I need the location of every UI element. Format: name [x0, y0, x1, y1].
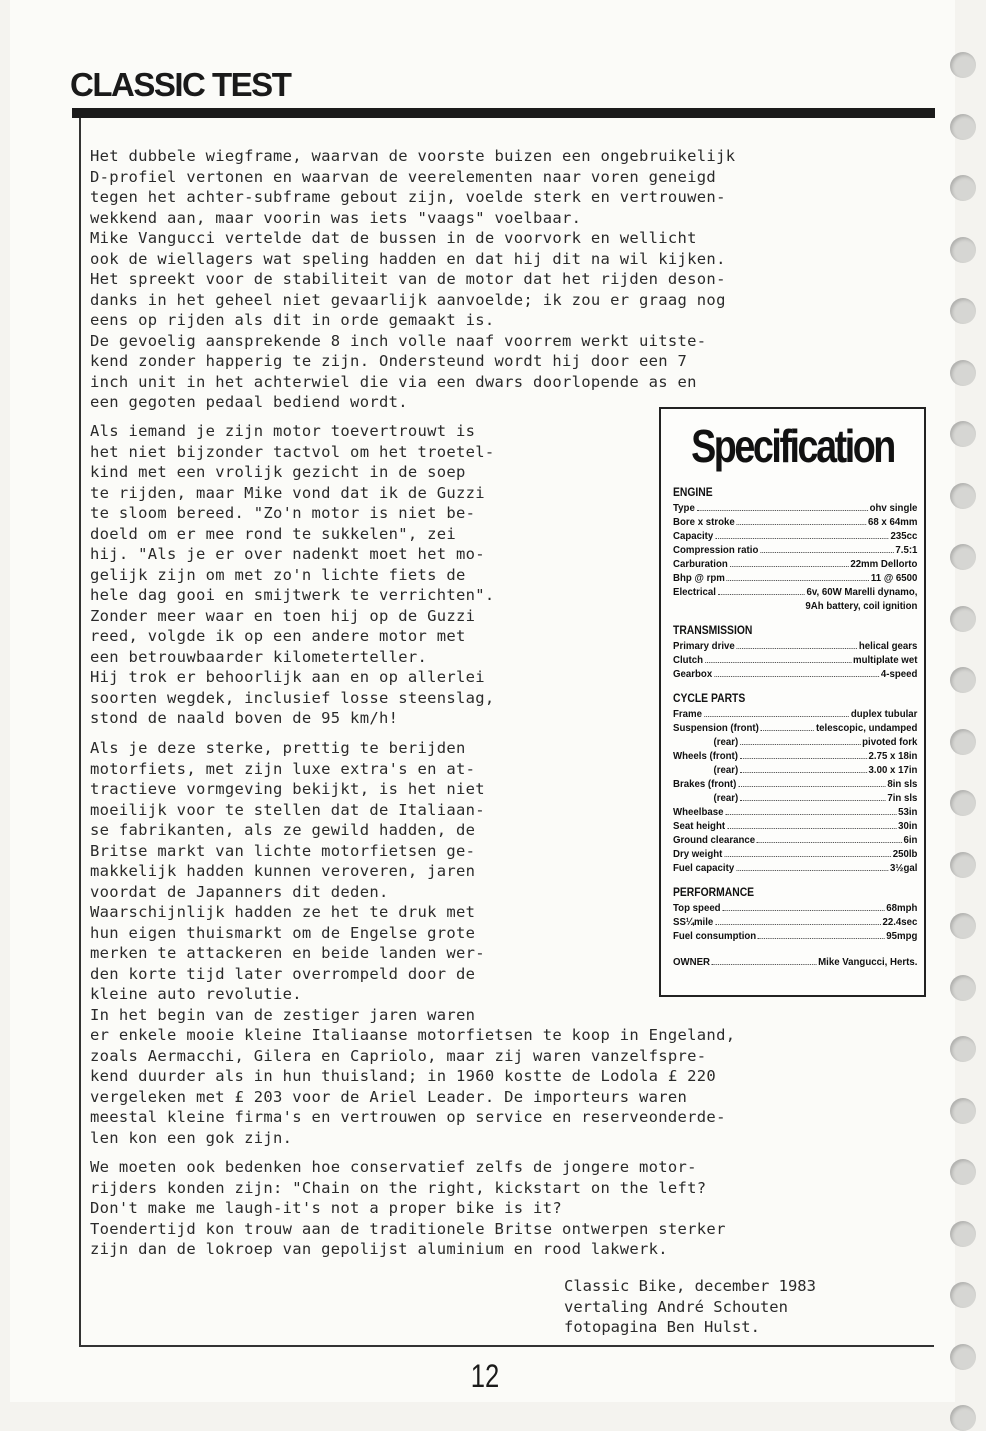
spec-value: 7in sls — [887, 792, 918, 804]
spec-row — [673, 599, 917, 613]
binder-hole — [950, 1036, 976, 1062]
binder-hole — [950, 421, 976, 447]
binder-hole — [950, 1405, 976, 1431]
binder-hole — [950, 52, 976, 78]
spec-leader-dots — [740, 749, 867, 759]
spec-leader-dots — [757, 833, 902, 843]
spec-leader-dots — [737, 639, 857, 649]
binder-hole — [950, 483, 976, 509]
spec-label: Bhp @ rpm — [673, 572, 725, 584]
spec-row — [673, 777, 917, 791]
spec-row — [673, 749, 917, 763]
spec-label: Seat height — [673, 820, 726, 832]
spec-label: Ground clearance — [673, 834, 756, 846]
spec-value: 3½gal — [890, 862, 918, 874]
spec-value: Mike Vangucci, Herts. — [818, 956, 918, 968]
paragraph-4: We moeten ook bedenken hoe conservatief zelfs de jongere motor- rijders konden zijn: "Chain on the right, kickstart on the left? Don't make me laugh-it's not a proper bike is it? Toendertijd kon trouw aan de traditionele Britse ontwerpen sterker zijn dan de lokroep van gepolijst aluminium en rood lakwerk. — [90, 1158, 726, 1258]
specification-table — [673, 487, 919, 969]
spec-value: 7.5:1 — [895, 544, 918, 556]
spec-label: (rear) — [713, 736, 739, 748]
spec-label: Fuel consumption — [673, 930, 757, 942]
spec-row — [673, 735, 917, 749]
spec-value: 68mph — [886, 902, 918, 914]
spec-label: Capacity — [673, 530, 714, 542]
spec-label: Compression ratio — [673, 544, 759, 556]
spec-label: Dry weight — [673, 848, 723, 860]
spec-leader-dots — [736, 861, 888, 871]
spec-value: 250lb — [892, 848, 918, 860]
spec-label: Fuel capacity — [673, 862, 735, 874]
spec-row — [673, 861, 917, 875]
page-sheet — [10, 0, 955, 1402]
spec-row — [673, 833, 917, 847]
credits: Classic Bike, december 1983 vertaling André Schouten fotopagina Ben Hulst. — [564, 1277, 816, 1336]
spec-value: 235cc — [890, 530, 918, 542]
specification-box — [659, 407, 926, 997]
spec-row — [673, 529, 917, 543]
spec-label: Brakes (front) — [673, 778, 737, 790]
spec-value: 95mpg — [886, 930, 918, 942]
spec-label: Top speed — [673, 902, 721, 914]
spec-leader-dots — [758, 929, 884, 939]
binder-hole — [950, 1098, 976, 1124]
spec-value: duplex tubular — [850, 708, 918, 720]
spec-label: Carburation — [673, 558, 728, 570]
spec-leader-dots — [727, 571, 869, 581]
spec-leader-dots — [740, 735, 860, 745]
spec-row — [673, 639, 917, 653]
spec-leader-dots — [697, 501, 868, 511]
binder-hole — [950, 360, 976, 386]
spec-leader-dots — [722, 901, 884, 911]
spec-row — [673, 585, 917, 599]
paragraph-2: Als iemand je zijn motor toevertrouwt is het niet bijzonder tactvol om het troetel- kind met een vrolijk gezicht in de soep te rijden, maar Mike vond dat ik de Guzzi te sloom bereed. "Zo'n motor is niet be- doeld om er mee rond te sukkelen", zei hij. "Als je er over nadenkt moet het mo- gelijk zijn om met zo'n lichte fiets de hele dag gooi en smijtwerk te verrichten". Zonder meer waar en toen hij op de Guzzi reed, volgde ik op een andere motor met een betrouwbaarder kilometerteller. Hij trok er behoorlijk aan en op allerlei soorten wegdek, inclusief losse steenslag, stond de naald boven de 95 km/h! — [90, 422, 495, 727]
spec-value: 9Ah battery, coil ignition — [805, 600, 918, 612]
spec-section-heading: ENGINE — [673, 487, 713, 499]
spec-label: (rear) — [713, 792, 739, 804]
spec-label: Suspension (front) — [673, 722, 759, 734]
binder-hole — [950, 237, 976, 263]
spec-label: SS¼mile — [673, 916, 714, 928]
spec-leader-dots — [730, 557, 849, 567]
spec-leader-dots — [705, 653, 851, 663]
spec-leader-dots — [737, 515, 867, 525]
spec-leader-dots — [740, 791, 885, 801]
spec-value: pivoted fork — [862, 736, 918, 748]
spec-value: ohv single — [869, 502, 918, 514]
binder-hole — [950, 1282, 976, 1308]
spec-row — [673, 653, 917, 667]
spec-label: Frame — [673, 708, 702, 720]
spec-row — [673, 929, 917, 943]
spec-leader-dots — [712, 955, 816, 965]
spec-label: Electrical — [673, 586, 716, 598]
binder-hole — [950, 975, 976, 1001]
spec-row — [673, 791, 917, 805]
spec-label: OWNER — [673, 956, 711, 968]
spec-row — [673, 667, 917, 681]
spec-leader-dots — [727, 819, 896, 829]
paragraph-3: Als je deze sterke, prettig te berijden motorfiets, met zijn luxe extra's en at- tractieve vormgeving bekijkt, is het niet moeilijk voor te stellen dat de Italiaan- se fabrikanten, als ze gewild hadden, de Britse markt van lichte motorfietsen ge- makkelijk hadden kunnen veroveren, jaren voordat de Japanners dit deden. Waarschijnlijk hadden ze het te druk met hun eigen thuismarkt om de Engelse grote merken te attackeren en beide landen wer- den korte tijd later overrompeld door de kleine auto revolutie. In het begin van de zestiger jaren waren — [90, 739, 485, 1024]
spec-value: 22.4sec — [882, 916, 918, 928]
spec-value: telescopic, undamped — [815, 722, 918, 734]
spec-spacer — [673, 943, 919, 955]
spec-row — [673, 819, 917, 833]
specification-title: Specification — [691, 420, 894, 472]
spec-row — [673, 501, 917, 515]
binder-hole — [950, 175, 976, 201]
spec-label: Gearbox — [673, 668, 713, 680]
paragraph-1: Het dubbele wiegframe, waarvan de voorste buizen een ongebruikelijk D-profiel vertonen en waarvan de veerelementen naar voren geneigd tegen het achter-subframe gebout zijn, voelde sterk en vertrouwen- wekkend aan, maar voorin was iets "vaags" voelbaar. Mike Vangucci vertelde dat de bussen in de voorvork en wellicht ook de wiellagers wat speling hadden en dat hij dit na wil kijken. Het spreekt voor de stabiliteit van de motor dat het rijden deson- danks in het geheel niet gevaarlijk aanvoelde; ik zou er graag nog eens op rijden als dit in orde gemaakt is. De gevoelig aansprekende 8 inch volle naaf voorrem werkt uitste- kend zonder happerig te zijn. Ondersteund wordt hij door een 7 inch unit in het achterwiel die via een dwars doorlopende as en een gegoten pedaal bediend wordt. — [90, 147, 736, 411]
binder-hole — [950, 729, 976, 755]
spec-leader-dots — [738, 777, 885, 787]
binder-hole — [950, 298, 976, 324]
spec-leader-dots — [761, 721, 814, 731]
spec-leader-dots — [718, 585, 805, 595]
spec-value: 8in sls — [887, 778, 918, 790]
spec-row — [673, 557, 917, 571]
spec-value: 22mm Dellorto — [850, 558, 918, 570]
spec-row — [673, 915, 917, 929]
binder-hole — [950, 1344, 976, 1370]
spec-value: 2.75 x 18in — [868, 750, 918, 762]
spec-row — [673, 955, 917, 969]
spec-label: Type — [673, 502, 695, 514]
spec-row — [673, 805, 917, 819]
binder-hole — [950, 1221, 976, 1247]
spec-section-heading: PERFORMANCE — [673, 887, 755, 899]
binder-hole — [950, 1159, 976, 1185]
spec-leader-dots — [760, 543, 893, 553]
binder-hole — [950, 667, 976, 693]
spec-leader-dots — [740, 763, 867, 773]
page-number: 12 — [470, 1358, 500, 1394]
spec-leader-dots — [725, 805, 896, 815]
spec-row — [673, 571, 917, 585]
spec-value: 6in — [903, 834, 918, 846]
spec-row — [673, 707, 917, 721]
spec-leader-dots — [715, 529, 889, 539]
spec-row — [673, 763, 917, 777]
spec-value: 3.00 x 17in — [868, 764, 918, 776]
spec-value: 6v, 60W Marelli dynamo, — [806, 586, 918, 598]
spec-leader-dots — [714, 667, 879, 677]
spec-label: Primary drive — [673, 640, 735, 652]
binder-hole — [950, 114, 976, 140]
spec-label: Wheels (front) — [673, 750, 738, 762]
spec-label: (rear) — [713, 764, 739, 776]
spec-label: Wheelbase — [673, 806, 724, 818]
spec-label: Bore x stroke — [673, 516, 735, 528]
spec-section-heading: CYCLE PARTS — [673, 693, 746, 705]
spec-row — [673, 721, 917, 735]
spec-value: 30in — [898, 820, 918, 832]
spec-value: 68 x 64mm — [867, 516, 918, 528]
binder-hole — [950, 606, 976, 632]
spec-row — [673, 901, 917, 915]
spec-value: helical gears — [858, 640, 918, 652]
spec-leader-dots — [715, 915, 881, 925]
spec-leader-dots — [724, 847, 891, 857]
spec-value: multiplate wet — [853, 654, 918, 666]
binder-hole — [950, 913, 976, 939]
spec-label: Clutch — [673, 654, 704, 666]
binder-hole — [950, 852, 976, 878]
spec-section-heading: TRANSMISSION — [673, 625, 753, 637]
title-rule — [72, 108, 935, 118]
spec-leader-dots — [704, 707, 849, 717]
section-title: CLASSIC TEST — [70, 66, 291, 103]
spec-row — [673, 543, 917, 557]
spec-row — [673, 515, 917, 529]
paragraph-3-continued: er enkele mooie kleine Italiaanse motorfietsen te koop in Engeland, zoals Aermacchi, Gilera en Capriolo, maar zij waren vanzelfspre- kend duurder als in hun thuisland; in 1960 kostte de Lodola £ 220 vergeleken met £ 203 voor de Ariel Leader. De importeurs waren meestal kleine firma's en vertrouwen op service en reserveonderde- len kon een gok zijn. — [90, 1026, 736, 1147]
binder-hole — [950, 544, 976, 570]
spec-value: 11 @ 6500 — [870, 572, 918, 584]
spec-value: 53in — [898, 806, 918, 818]
spec-value: 4-speed — [880, 668, 918, 680]
binder-hole — [950, 790, 976, 816]
spec-row — [673, 847, 917, 861]
